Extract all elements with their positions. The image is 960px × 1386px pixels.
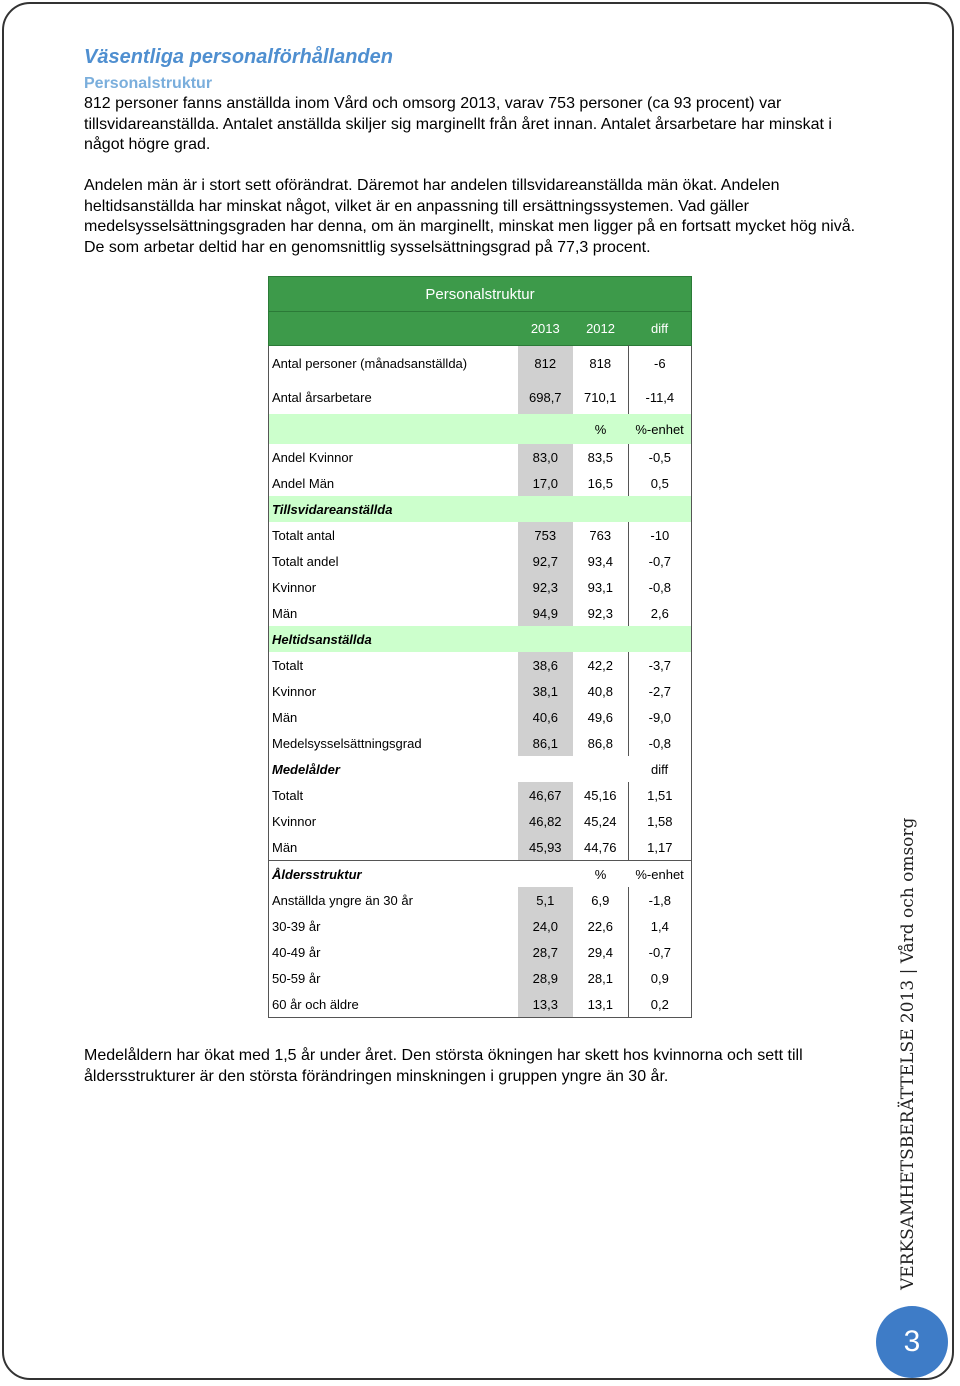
table-row: Antal personer (månadsanställda) 812 818 -6 bbox=[269, 346, 692, 381]
page-heading: Väsentliga personalförhållanden bbox=[84, 46, 393, 68]
section-row-aldersstruktur: Åldersstruktur % %-enhet bbox=[269, 861, 692, 888]
table-row: Män 94,9 92,3 2,6 bbox=[269, 600, 692, 626]
header-2013: 2013 bbox=[518, 312, 573, 346]
table-row: Anställda yngre än 30 år 5,1 6,9 -1,8 bbox=[269, 887, 692, 913]
table-row: Totalt 46,67 45,16 1,51 bbox=[269, 782, 692, 808]
section-row-medelalder: Medelålder diff bbox=[272, 761, 669, 777]
section-row-tillsvidare: Tillsvidareanställda bbox=[269, 496, 692, 522]
section-subheading: Personalstruktur bbox=[84, 75, 213, 92]
unit-row: % %-enhet bbox=[269, 414, 692, 444]
page-number: 3 bbox=[876, 1306, 948, 1378]
table-row: Medelsysselsättningsgrad 86,1 86,8 -0,8 bbox=[269, 730, 692, 756]
header-diff: diff bbox=[628, 312, 691, 346]
table-row: 40-49 år 28,7 29,4 -0,7 bbox=[269, 939, 692, 965]
table-row: 60 år och äldre 13,3 13,1 0,2 bbox=[269, 991, 692, 1018]
paragraph-gender-employment: Andelen män är i stort sett oförändrat. Däremot har andelen tillsvidareanställda män ökat. Andelen heltidsanställda har minskat något, vilket är en anpassning till ersättningssystemen. Vad gäller medelsysselsättningsgraden har denna, om än marginellt, minskat men ligger på en fortsatt mycket hög nivå. De som arbetar deltid har en genomsnittlig sysselsättningsgrad på 77,3 procent. bbox=[84, 177, 856, 256]
table-row: Män 40,6 49,6 -9,0 bbox=[269, 704, 692, 730]
side-running-title: VERKSAMHETSBERÄTTELSE 2013 | Vård och omsorg bbox=[898, 817, 918, 1290]
table-row: 30-39 år 24,0 22,6 1,4 bbox=[269, 913, 692, 939]
table-row: Män 45,93 44,76 1,17 bbox=[269, 834, 692, 861]
table-row: Totalt 38,6 42,2 -3,7 bbox=[269, 652, 692, 678]
table-row: Antal årsarbetare 698,7 710,1 -11,4 bbox=[269, 380, 692, 414]
paragraph-age: Medelåldern har ökat med 1,5 år under året. Den största ökningen har skett hos kvinnorna och sett till åldersstrukturer är den största förändringen minskningen i gruppen yngre än 30 år. bbox=[84, 1047, 803, 1085]
header-2012: 2012 bbox=[573, 312, 628, 346]
table-row: Kvinnor 38,1 40,8 -2,7 bbox=[269, 678, 692, 704]
table-row: Andel Kvinnor 83,0 83,5 -0,5 bbox=[269, 444, 692, 470]
table-row: Andel Män 17,0 16,5 0,5 bbox=[269, 470, 692, 496]
table-row: 50-59 år 28,9 28,1 0,9 bbox=[269, 965, 692, 991]
table-row: Totalt andel 92,7 93,4 -0,7 bbox=[269, 548, 692, 574]
personalstruktur-table bbox=[268, 276, 692, 1018]
section-row-heltid: Heltidsanställda bbox=[269, 626, 692, 652]
table-title: Personalstruktur bbox=[269, 277, 692, 312]
table-header-row bbox=[269, 312, 692, 346]
paragraph-intro: 812 personer fanns anställda inom Vård och omsorg 2013, varav 753 personer (ca 93 procent) var tillsvidareanställda. Antalet anställda skiljer sig marginellt från året innan. Antalet årsarbetare har minskat i något högre grad. bbox=[84, 95, 832, 153]
table-title-row bbox=[269, 277, 692, 312]
table-row: Totalt antal 753 763 -10 bbox=[269, 522, 692, 548]
table-row: Kvinnor 46,82 45,24 1,58 bbox=[269, 808, 692, 834]
table-row: Kvinnor 92,3 93,1 -0,8 bbox=[269, 574, 692, 600]
